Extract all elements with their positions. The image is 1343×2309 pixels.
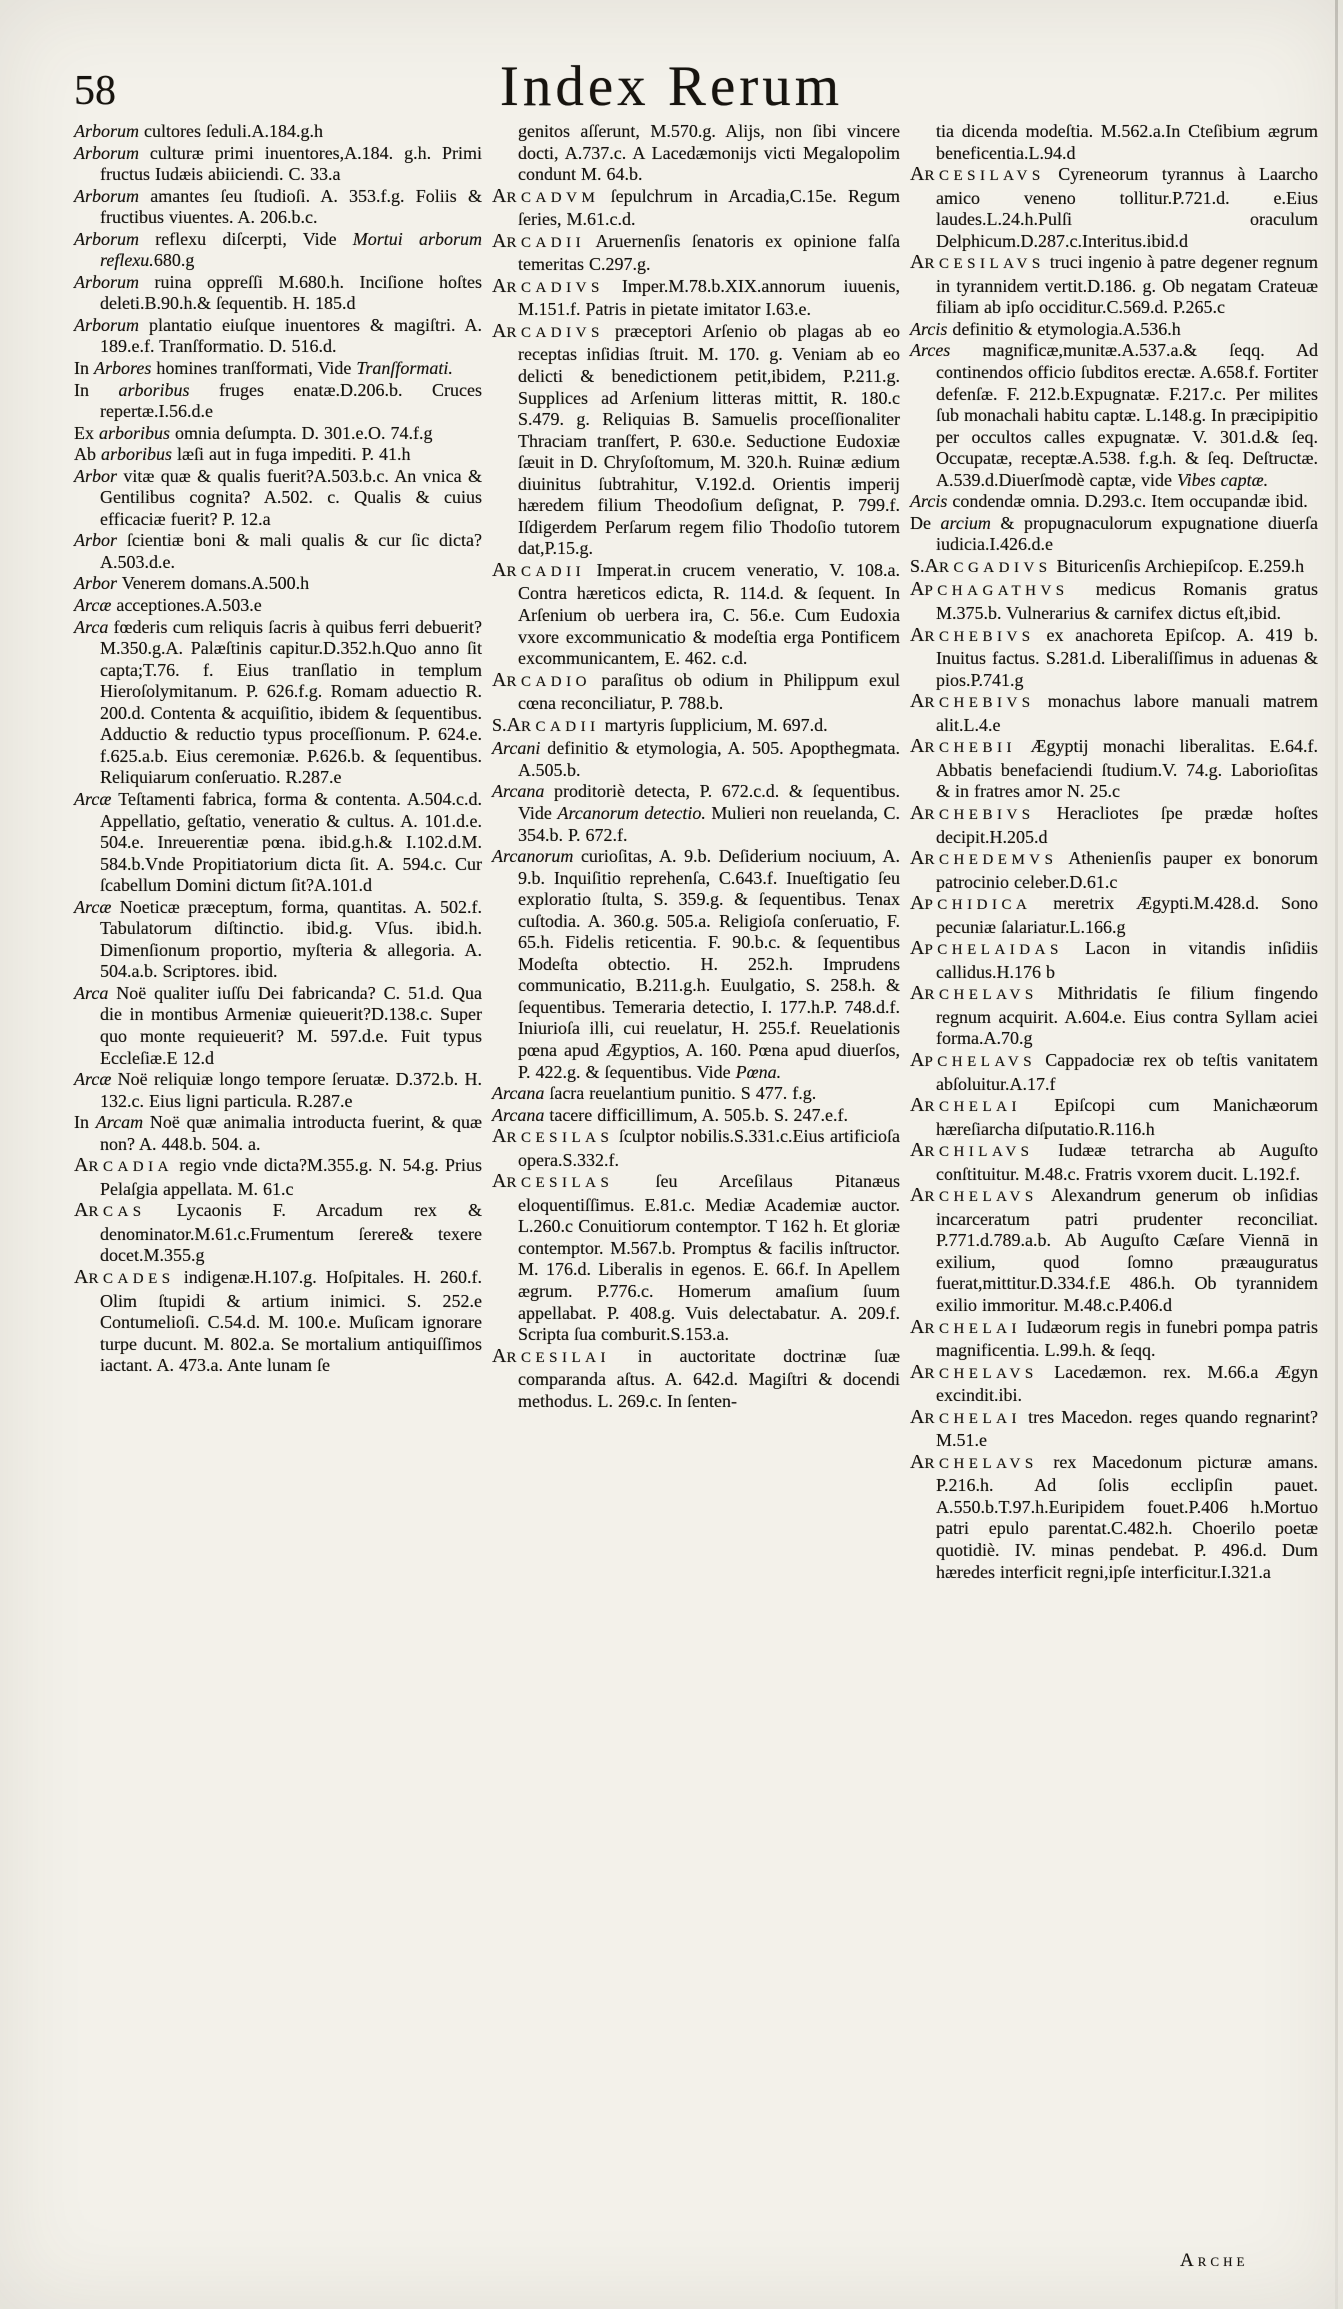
- entry-headword: [910, 1095, 1021, 1115]
- index-entry: [74, 617, 482, 789]
- entry-headword: [925, 556, 1052, 576]
- index-entry: [910, 340, 1318, 491]
- headword-initial: A: [492, 558, 507, 581]
- entry-text: tres Macedon. reges quando regnarint?M.51.e: [936, 1406, 1318, 1451]
- headword-initial: A: [910, 578, 925, 601]
- headword-rest: PCHELAIDAS: [924, 942, 1063, 959]
- entry-text: ſepulchrum in Arcadia,C.15e. Regum ſeries, M.61.c.d.: [518, 185, 900, 230]
- entry-text: medicus Romanis gratus M.375.b. Vulnerarius & carnifex dictus eſt,ibid.: [936, 579, 1318, 624]
- entry-text: vitæ quæ & qualis fuerit?A.503.b.c. An vnica & Gentilibus cognita? A.502. c. Qualis & cuius efficaciæ fuerit? P. 12.a: [100, 465, 482, 529]
- headword-rest: RCAS: [88, 1204, 146, 1221]
- entry-text: Imper.M.78.b.XIX.annorum iuuenis, M.151.f. Patris in pietate imitator I.63.e.: [518, 275, 900, 320]
- entry-headword: Arcis: [910, 491, 948, 512]
- catchword: Arche: [1180, 2250, 1249, 2271]
- entry-prefix: S.: [492, 714, 507, 735]
- entry-headword: [910, 1452, 1038, 1472]
- entry-headword: [492, 560, 585, 580]
- headword-rest: RCADIVS: [506, 324, 604, 341]
- index-entry: [74, 444, 482, 466]
- headword-rest: PCHAGATHVS: [924, 583, 1069, 600]
- index-entry: [492, 276, 900, 321]
- entry-text: definitio & etymologia.A.536.h: [947, 318, 1181, 339]
- entry-text: Lacon in vitandis inſidiis callidus.H.176 b: [936, 938, 1318, 982]
- index-entry: [492, 186, 900, 231]
- index-entry: [74, 789, 482, 897]
- headword-rest: RCHEBIVS: [924, 628, 1035, 645]
- entry-headword: [910, 1050, 1036, 1070]
- index-entry: [74, 272, 482, 315]
- headword-rest: RCHELAVS: [924, 1189, 1038, 1206]
- headword-initial: A: [492, 1170, 507, 1193]
- index-entry: [74, 1267, 482, 1377]
- entry-headword: [910, 1407, 1021, 1427]
- headword-rest: RCHEBIVS: [924, 695, 1035, 712]
- entry-text: Aruernenſis ſenatoris ex opinione falſa temeritas C.297.g.: [518, 230, 900, 275]
- entry-text: læſi aut in fuga impediti. P. 41.h: [172, 444, 411, 465]
- entry-text: Mithridatis ſe filium fingendo regnum acquirit. A.604.e. Eius contra Syllam aciei forma.A.70.g: [936, 983, 1318, 1049]
- entry-text: monachus labore manuali matrem alit.L.4.e: [936, 691, 1318, 735]
- headword-rest: RCADII: [506, 234, 586, 251]
- index-entry: [492, 560, 900, 670]
- entry-text: indigenæ.H.107.g. Hoſpitales. H. 260.f. Olim ſtupidi & artium inimici. S. 252.e Contumelioſi. C.54.d. M. 100.e. Muſicam ignorare turpe ducunt. M. 802.a. Se mortalium antiquiſſimos iactant. A. 473.a. Ante lunam ſe: [100, 1266, 482, 1376]
- headword-rest: RCGADIVS: [938, 559, 1052, 576]
- headword-rest: RCADVM: [506, 189, 600, 206]
- entry-text: proditoriè detecta, P. 672.c.d. & ſequentibus. Vide: [518, 781, 900, 823]
- entry-text: tacere difficillimum, A. 505.b. S. 247.e.f.: [544, 1104, 848, 1125]
- headword-initial: A: [910, 690, 925, 713]
- entry-text: ruina oppreſſi M.680.h. Inciſione hoſtes deleti.B.90.h.& ſequentib. H. 185.d: [100, 271, 482, 314]
- index-entry: [74, 121, 482, 143]
- column-3: [910, 121, 1318, 1583]
- entry-headword: Arbor: [74, 530, 118, 551]
- entry-text: Alexandrum generum ob inſidias incarceratum patri prudenter reconciliat. P.771.d.789.a.b. Ab Auguſto Cæſare Viennā in exilium, quod ſomno præauguratus fuerat,mittitur.D.334.f.E 486.h. Ob tyrannidem exilio immoritur. M.48.c.P.406.d: [936, 1185, 1318, 1315]
- entry-headword: [910, 625, 1035, 645]
- index-entry: [74, 983, 482, 1069]
- entry-text: Mulieri non reuelanda, C. 354.b. P. 672.f.: [518, 802, 900, 845]
- cross-reference: Pœna.: [735, 1061, 782, 1082]
- entry-prefix: Ex: [74, 422, 99, 443]
- headword-rest: RCADIA: [88, 1159, 173, 1176]
- entry-headword: [492, 1171, 613, 1191]
- entry-text: paraſitus ob odium in Philippum exul cœna reconciliatur, P. 788.b.: [518, 669, 900, 714]
- entry-headword: Arcani: [492, 738, 541, 759]
- headword-rest: RCADII: [506, 563, 586, 580]
- entry-headword: [74, 1267, 175, 1287]
- entry-text: ſculptor nobilis.S.331.c.Eius artificioſa opera.S.332.f.: [518, 1126, 900, 1170]
- entry-headword: Arborum: [74, 228, 140, 249]
- index-entry: [74, 1155, 482, 1200]
- headword-initial: A: [74, 1199, 89, 1222]
- index-entry: [910, 1452, 1318, 1583]
- index-entry: [910, 625, 1318, 692]
- headword-rest: RCHELAI: [924, 1410, 1021, 1427]
- index-entry: [74, 380, 482, 423]
- entry-text: martyris ſupplicium, M. 697.d.: [599, 714, 828, 735]
- entry-text: plantatio eiuſque inuentores & magiſtri. A. 189.e.f. Tranſformatio. D. 516.d.: [100, 314, 482, 357]
- headword-rest: RCHELAI: [924, 1320, 1021, 1337]
- index-entry: [910, 893, 1318, 938]
- entry-headword: Arcana: [492, 781, 545, 802]
- entry-headword: [492, 1126, 613, 1146]
- index-entry: [910, 1362, 1318, 1407]
- index-entry: [910, 848, 1318, 893]
- entry-text: tia dicenda modeſtia. M.562.a.In Cteſibium ægrum beneficentia.L.94.d: [936, 121, 1318, 163]
- entry-headword: Arcanorum: [492, 846, 574, 867]
- entry-text: Iudææ tetrarcha ab Auguſto conſtituitur. M.48.c. Fratris vxorem ducit. L.192.f.: [936, 1140, 1318, 1184]
- entry-text: ſcientiæ boni & mali qualis & cur ſic dicta?A.503.d.e.: [100, 530, 482, 572]
- entry-text: præceptori Arſenio ob plagas ab eo receptas inſidias ſtruit. M. 170. g. Veniam ab eo delicti & benedictionem petit,ibidem, P.211.g. Supplices ad Arſenium litteras mittit, R. 180.c S.479. g. Reliquias B. Samuelis proceſſionaliter Thraciam tranſfert, P. 630.e. Seductione Eudoxiæ ſæuit in D. Chryſoſtomum, M. 320.h. Ruinæ ædium diuinitus ſubtrahitur, V.192.d. Orientis imperij hæredem filium Theodoſium deſignat, P. 799.f. Iſdigerdem Perſarum regem filio Thodoſio tutorem dat,P.15.g.: [518, 320, 900, 559]
- entry-text: homines tranſformati, Vide: [151, 358, 357, 379]
- entry-headword: [910, 983, 1038, 1003]
- headword-initial: A: [910, 735, 925, 758]
- index-entry: [910, 1140, 1318, 1185]
- headword-rest: RCESILAVS: [924, 256, 1045, 273]
- entry-text: Venerem domans.A.500.h: [117, 573, 310, 594]
- entry-text: acceptiones.A.503.e: [111, 595, 262, 616]
- entry-text: meretrix Ægypti.M.428.d. Sono pecuniæ ſalariatur.L.166.g: [936, 893, 1318, 937]
- entry-text: 680.g: [153, 250, 195, 271]
- entry-text: definitio & etymologia, A. 505. Apopthegmata. A.505.b.: [518, 738, 900, 780]
- index-entry: [910, 691, 1318, 736]
- headword-rest: RCHEBII: [924, 740, 1016, 757]
- headword-initial: A: [492, 184, 507, 207]
- entry-headword: arboribus: [101, 444, 173, 465]
- entry-prefix: In: [74, 379, 119, 400]
- entry-headword: Arborum: [74, 185, 140, 206]
- headword-initial: A: [492, 1344, 507, 1367]
- headword-initial: A: [910, 1315, 925, 1338]
- index-entry: [492, 1105, 900, 1127]
- index-entry: [74, 595, 482, 617]
- entry-headword: [492, 186, 599, 206]
- entry-headword: [492, 231, 585, 251]
- entry-headword: [910, 848, 1057, 868]
- index-entry: [74, 229, 482, 272]
- entry-headword: Arborum: [74, 314, 140, 335]
- entry-headword: Arcæ: [74, 595, 112, 616]
- index-entry: [910, 1185, 1318, 1316]
- entry-headword: [910, 736, 1016, 756]
- index-entry: [910, 1050, 1318, 1095]
- index-entry: [74, 897, 482, 983]
- index-entry: [492, 781, 900, 846]
- headword-initial: A: [492, 1125, 507, 1148]
- headword-initial: A: [910, 1139, 925, 1162]
- cross-reference: Mortui arborum reflexu.: [100, 228, 482, 271]
- entry-text: Imperat.in crucem veneratio, V. 108.a. Contra hæreticos edicta, R. 114.d. & ſequent. In Arſenium ob uerbera ira, C. 56.e. Cum Eudoxia vxore excommunicatio & modeſtia erga Pontificem excommunicantem, E. 462. c.d.: [518, 559, 900, 669]
- entry-text: fruges enatæ.D.206.b. Cruces repertæ.I.56.d.e: [100, 379, 483, 422]
- entry-headword: Arcæ: [74, 788, 112, 809]
- entry-text: Ægyptij monachi liberalitas. E.64.f. Abbatis benefaciendi ſtudium.V. 74.g. Laborioſitas & in fratres amor N. 25.c: [936, 736, 1318, 802]
- entry-text: Noë reliquiæ longo tempore ſeruatæ. D.372.b. H. 132.c. Eius ligni particula. R.287.e: [100, 1069, 482, 1111]
- entry-headword: arcium: [940, 512, 991, 533]
- headword-initial: A: [492, 319, 507, 342]
- index-entry: [492, 121, 900, 186]
- headword-initial: A: [74, 1265, 89, 1288]
- entry-headword: [507, 715, 600, 735]
- headword-initial: A: [492, 668, 507, 691]
- headword-initial: A: [924, 554, 939, 577]
- index-entry: [910, 579, 1318, 624]
- index-entry: [910, 983, 1318, 1050]
- index-entry: [492, 1171, 900, 1345]
- headword-rest: RCADIO: [506, 673, 591, 690]
- entry-headword: [910, 691, 1035, 711]
- index-entry: [74, 573, 482, 595]
- entry-text: Bituricenſis Archiepiſcop. E.259.h: [1051, 555, 1305, 576]
- index-entry: [492, 1126, 900, 1171]
- headword-initial: A: [910, 1048, 925, 1071]
- entry-headword: [74, 1155, 173, 1175]
- entry-headword: [74, 1200, 146, 1220]
- index-entry: [492, 1083, 900, 1105]
- headword-initial: A: [492, 274, 507, 297]
- index-entry: [492, 738, 900, 781]
- cross-reference: Tranſformati.: [356, 358, 453, 379]
- headword-initial: A: [910, 1450, 925, 1473]
- entry-text: culturæ primi inuentores,A.184. g.h. Primi fructus Iudæis abiiciendi. C. 33.a: [100, 142, 482, 185]
- entry-text: magnificæ,munitæ.A.537.a.& ſeqq. Ad continendos officio ſubditos erectæ. A.658.f. Fortiter defenſæ. F. 212.b.Expugnatæ. F.217.c. Per milites ſub monachali habitu captæ. L.148.g. In præcipipitio per occultos calles expugnatæ. V. 301.d.& ſeq. Occupatæ, receptæ.A.538. f.g.h. & ſeq. Deſtructæ. A.539.d.Diuerſmodè captæ, vide: [936, 340, 1318, 490]
- index-entry: [910, 164, 1318, 252]
- index-entry: [74, 1112, 482, 1155]
- index-entry: [74, 1200, 482, 1267]
- entry-headword: Arborum: [74, 271, 140, 292]
- headword-initial: A: [910, 847, 925, 870]
- entry-headword: [910, 893, 1031, 913]
- index-entry: [492, 715, 900, 739]
- entry-text: reflexu diſcerpti, Vide: [139, 228, 353, 249]
- entry-text: genitos aſſerunt, M.570.g. Alijs, non ſibi vincere docti, A.737.c. A Lacedæmonijs victi Megalopolim condunt M. 64.b.: [518, 121, 900, 185]
- entry-headword: Arborum: [74, 121, 140, 141]
- headword-rest: RCHELAVS: [924, 1455, 1038, 1472]
- entry-headword: Arces: [910, 340, 951, 361]
- entry-text: Noeticæ præceptum, forma, quantitas. A. 502.f. Tabulatorum diſtinctio. ibid.g. Vſus. ibid.h. Dimenſionum proportio, myſteria & allegoria. A. 504.a.b. Scriptores. ibid.: [100, 896, 482, 982]
- scan-edge-artifact: [1335, 0, 1338, 2309]
- entry-text: truci ingenio à patre degener regnum in tyrannidem vertit.D.186. g. Ob negatam Crateuæ filiam ab ipſo occiditur.C.569.d. P.265.c: [936, 252, 1318, 318]
- entry-prefix: In: [74, 358, 94, 379]
- index-entry: [74, 358, 482, 380]
- entry-headword: [492, 670, 591, 690]
- entry-text: Heracliotes ſpe prædæ hoſtes decipit.H.205.d: [936, 802, 1318, 847]
- entry-headword: [910, 1362, 1038, 1382]
- entry-headword: [910, 1140, 1034, 1160]
- entry-text: omnia deſumpta. D. 301.e.O. 74.f.g: [170, 422, 433, 443]
- headword-rest: RCHELAI: [924, 1099, 1021, 1116]
- headword-rest: PCHELAVS: [924, 1053, 1037, 1070]
- entry-text: fœderis cum reliquis ſacris à quibus ferri debuerit?M.350.g.A. Palæſtinis capitur.D.352.h.Quo anno ſit capta;T.76. f. Eius tranſlatio in templum Hieroſolymitanum. P. 626.f.g. Romam aduectio R. 200.d. Contenta & acquiſitio, ibidem & ſequentibus. Adductio & reductio typus proceſſionum. P. 624.e. f.625.a.b. Eius ceremoniæ. P.626.b. & ſequentibus. Reliquiarum conſeruatio. R.287.e: [100, 616, 482, 788]
- index-entry: [910, 1095, 1318, 1140]
- index-entry: [492, 670, 900, 715]
- entry-prefix: S.: [910, 555, 925, 576]
- index-entry: [910, 938, 1318, 983]
- headword-rest: RCESILAI: [506, 1349, 610, 1366]
- headword-initial: A: [910, 801, 925, 824]
- entry-headword: Arbores: [94, 358, 152, 379]
- entry-headword: Arcana: [492, 1083, 545, 1104]
- cross-reference: Vibes captæ.: [1176, 469, 1269, 490]
- column-2: [492, 121, 900, 1412]
- entry-prefix: De: [910, 512, 941, 533]
- entry-text: Teſtamenti fabrica, forma & contenta. A.504.c.d. Appellatio, geſtatio, veneratio & cultus. A. 101.d.e. 504.e. Inreuerentiæ pœna. ibid.g.h.& I.102.d.M. 584.b.Vnde Propitiatorium dicta ſit. A. 594.c. Cur ſcabellum Domini dictum ſit?A.101.d: [100, 788, 482, 896]
- column-1: [74, 121, 482, 1377]
- entry-text: ſeu Arceſilaus Pitanæus eloquentiſſimus. E.81.c. Mediæ Academiæ auctor. L.260.c Conuitiorum contemptor. T 162 h. Et gloriæ contemptor. M.567.b. Promptus & facilis inſtructor. M. 176.d. Liberalis in egenos. E. 66.f. In Apellem ægrum. P.776.c. Homerum amaſium ſuum appellabat. P. 408.g. Vuis delectabatur. A. 209.f. Scripta ſua comburit.S.153.a.: [518, 1171, 900, 1345]
- headword-initial: A: [910, 163, 925, 186]
- entry-headword: [910, 252, 1045, 272]
- headword-rest: RCADES: [88, 1270, 175, 1287]
- headword-initial: A: [506, 713, 521, 736]
- entry-text: ex anachoreta Epiſcop. A. 419 b. Inuitus factus. S.281.d. Liberaliſſimus in aduenas & pios.P.741.g: [936, 624, 1318, 690]
- headword-initial: A: [910, 1094, 925, 1117]
- entry-headword: [910, 164, 1045, 184]
- entry-text: ſacra reuelantium punitio. S 477. f.g.: [544, 1083, 817, 1104]
- headword-initial: A: [910, 892, 925, 915]
- entry-headword: [492, 1346, 610, 1366]
- index-entry: [74, 466, 482, 531]
- index-entry: [74, 530, 482, 573]
- entry-text: regio vnde dicta?M.355.g. N. 54.g. Prius Pelaſgia appellata. M. 61.c: [100, 1155, 482, 1199]
- entry-text: rex Macedonum picturæ amans. P.216.h. Ad ſolis ecclipſin pauet. A.550.b.T.97.h.Euripidem fouet.P.406 h.Mortuo patri epulo parentat.C.482.h. Choerilo poetæ quotidiè. IV. minas pendebat. P. 496.d. Dum hæredes interficit regni,ipſe interficitur.I.321.a: [936, 1451, 1318, 1582]
- entry-text: Lycaonis F. Arcadum rex & denominator.M.61.c.Frumentum ſerere& texere docet.M.355.g: [100, 1200, 482, 1266]
- entry-headword: Arcæ: [74, 1069, 112, 1090]
- index-entry: [910, 1317, 1318, 1362]
- entry-headword: Arborum: [74, 142, 140, 163]
- headword-initial: A: [910, 251, 925, 274]
- index-entry: [910, 556, 1318, 580]
- entry-headword: [492, 276, 604, 296]
- entry-headword: Arca: [74, 616, 109, 637]
- entry-text: Cappadociæ rex ob teſtis vanitatem abſoluitur.A.17.f: [936, 1049, 1318, 1094]
- page-number: 58: [74, 68, 116, 114]
- headword-rest: RCHILAVS: [924, 1144, 1034, 1161]
- entry-headword: [910, 1185, 1038, 1205]
- headword-rest: RCHEBIVS: [924, 806, 1035, 823]
- index-entry: [910, 1407, 1318, 1452]
- index-entry: [74, 186, 482, 229]
- headword-initial: A: [492, 229, 507, 252]
- index-entry: [74, 143, 482, 186]
- headword-rest: RCADIVS: [506, 279, 604, 296]
- index-entry: [74, 1069, 482, 1112]
- index-columns: [74, 121, 1318, 1583]
- entry-headword: Arbor: [74, 465, 118, 486]
- index-entry: [492, 321, 900, 560]
- headword-initial: A: [910, 623, 925, 646]
- entry-headword: Arcana: [492, 1104, 545, 1125]
- index-entry: [492, 846, 900, 1083]
- entry-text: amantes ſeu ſtudioſi. A. 353.f.g. Foliis & fructibus viuentes. A. 206.b.c.: [100, 185, 482, 228]
- entry-headword: Arcam: [95, 1112, 144, 1133]
- index-entry: [74, 423, 482, 445]
- entry-headword: [492, 321, 604, 341]
- entry-headword: [910, 1317, 1021, 1337]
- entry-prefix: In: [74, 1112, 96, 1133]
- index-entry: [910, 803, 1318, 848]
- entry-text: in auctoritate doctrinæ ſuæ comparanda aſtus. A. 642.d. Magiſtri & docendi methodus. L. 269.c. In ſenten-: [518, 1345, 900, 1411]
- entry-prefix: Ab: [74, 444, 101, 465]
- index-entry: [910, 736, 1318, 803]
- headword-initial: A: [910, 1184, 925, 1207]
- entry-text: Iudæorum regis in funebri pompa patris magnificentia. L.99.h. & ſeqq.: [936, 1316, 1318, 1361]
- entry-text: Lacedæmon. rex. M.66.a Ægyn excindit.ibi.: [936, 1361, 1318, 1406]
- headword-initial: A: [910, 937, 925, 960]
- entry-headword: [910, 579, 1069, 599]
- headword-rest: RCHELAVS: [924, 987, 1038, 1004]
- headword-rest: PCHIDICA: [924, 897, 1032, 914]
- entry-headword: [910, 803, 1035, 823]
- index-entry: [910, 319, 1318, 341]
- headword-initial: A: [74, 1154, 89, 1177]
- headword-rest: RCHEDEMVS: [924, 852, 1058, 869]
- headword-rest: RCESILAVS: [924, 168, 1045, 185]
- entry-headword: arboribus: [99, 422, 171, 443]
- index-entry: [492, 231, 900, 276]
- headword-rest: RCADII: [520, 718, 600, 735]
- index-entry: [492, 1346, 900, 1413]
- headword-rest: RCESILAS: [506, 1175, 614, 1192]
- headword-initial: A: [910, 1405, 925, 1428]
- index-entry: [74, 315, 482, 358]
- headword-rest: RCHELAVS: [924, 1365, 1038, 1382]
- entry-text: Athenienſis pauper ex bonorum patrocinio celeber.D.61.c: [936, 848, 1318, 892]
- entry-text: & propugnaculorum expugnatione diuerſa iudicia.I.426.d.e: [936, 512, 1318, 555]
- entry-headword: [910, 938, 1063, 958]
- entry-text: curioſitas, A. 9.b. Deſiderium nociuum, A. 9.b. Inquiſitio reprehenſa, C.643.f. Inueſtigatio ſeu exploratio ſtulta, S. 359.g. & ſequentibus. Tenax cuſtodia. A. 360.g. 505.a. Religioſa conſeruatio, F. 65.h. Fidelis reticentia. F. 90.b.c. & ſequentibus Modeſta obtectio. H. 252.h. Imprudens communicatio, B.211.g.h. Euulgatio, S. 258.h. & ſequentibus. Temeraria detectio, I. 177.h.P. 748.d.f. Iniurioſa illi, cui reuelatur, H. 255.f. Reuelationis pœna apud Ægyptios, A. 160. Pœna apud diuerſos, P. 422.g. & ſequentibus. Vide: [518, 846, 900, 1082]
- entry-text: condendæ omnia. D.293.c. Item occupandæ ibid.: [947, 491, 1308, 512]
- entry-headword: arboribus: [118, 379, 190, 400]
- entry-text: Noë quæ animalia introducta fuerint, & quæ non? A. 448.b. 504. a.: [100, 1112, 482, 1154]
- entry-text: Cyreneorum tyrannus à Laarcho amico veneno tollitur.P.721.d. e.Eius laudes.L.24.h.Pulſi oraculum Delphicum.D.287.c.Interitus.ibid.d: [936, 164, 1318, 251]
- index-entry: [910, 121, 1318, 164]
- entry-text: Noë qualiter iuſſu Dei fabricanda? C. 51.d. Qua die in montibus Armeniæ quieuerit?D.138.c. Super quo monte requieuerit? M. 597.d.e. Fuit typus Eccleſiæ.E 12.d: [100, 982, 482, 1068]
- entry-text: Epiſcopi cum Manichæorum hæreſiarcha diſputatio.R.116.h: [936, 1095, 1318, 1139]
- headword-rest: RCESILAS: [506, 1130, 614, 1147]
- headword-initial: A: [910, 1360, 925, 1383]
- entry-text: cultores ſeduli.A.184.g.h: [139, 121, 323, 141]
- entry-headword: Arcæ: [74, 896, 112, 917]
- cross-reference: Arcanorum detectio.: [557, 802, 706, 823]
- entry-headword: Arca: [74, 982, 109, 1003]
- index-entry: [910, 513, 1318, 556]
- entry-headword: Arbor: [74, 573, 118, 594]
- entry-headword: Arcis: [910, 318, 948, 339]
- page-title: Index Rerum: [499, 55, 844, 118]
- index-entry: [910, 491, 1318, 513]
- index-entry: [910, 252, 1318, 319]
- headword-initial: A: [910, 982, 925, 1005]
